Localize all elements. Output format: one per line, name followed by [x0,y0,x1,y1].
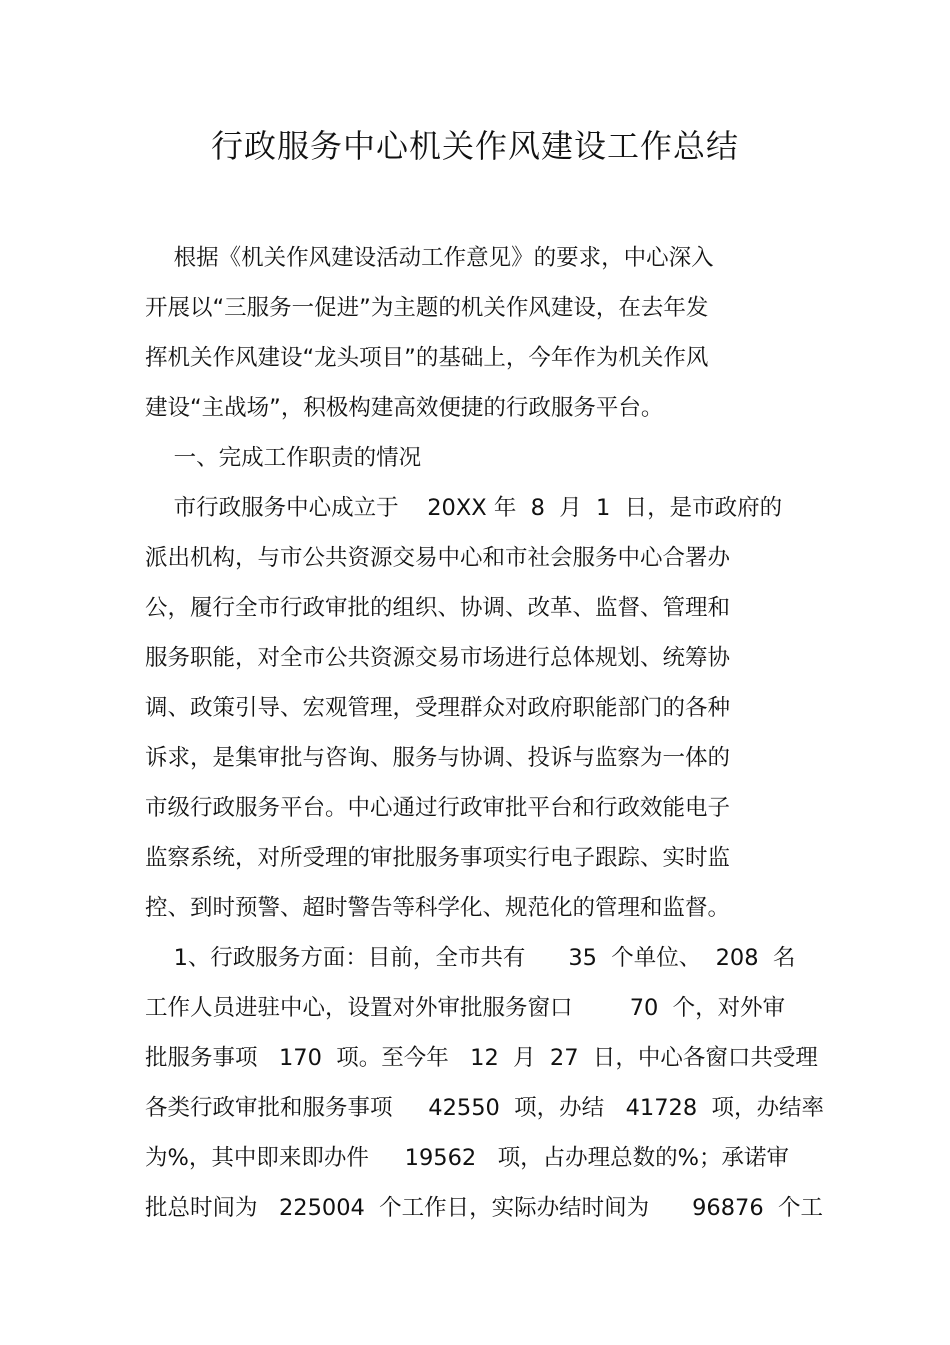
text-line-4: 建设“主战场”，积极构建高效便捷的行政服务平台。 [145,395,664,421]
text-line-19: 为%，其中即来即办件 19562 项，占办理总数的%；承诺审 [145,1145,790,1171]
text-line-8: 公，履行全市行政审批的组织、协调、改革、监督、管理和 [145,595,731,621]
text-line-15: 1、行政服务方面：目前，全市共有 35 个单位、 208 名 [145,945,796,971]
text-line-3: 挥机关作风建设“龙头项目”的基础上，今年作为机关作风 [145,345,709,371]
text-line-12: 市级行政服务平台。中心通过行政审批平台和行政效能电子 [145,795,731,821]
text-line-18: 各类行政审批和服务事项 42550 项，办结 41728 项，办结率 [145,1095,824,1121]
text-line-17: 批服务事项 170 项。至今年 12 月 27 日，中心各窗口共受理 [145,1045,818,1071]
text-line-9: 服务职能，对全市公共资源交易市场进行总体规划、统筹协 [145,645,731,671]
section-heading: 一、完成工作职责的情况 [145,445,422,471]
text-line-20: 批总时间为 225004 个工作日，实际办结时间为 96876 个工 [145,1195,823,1221]
text-line-10: 调、政策引导、宏观管理，受理群众对政府职能部门的各种 [145,695,731,721]
text-line-13: 监察系统，对所受理的审批服务事项实行电子跟踪、实时监 [145,845,731,871]
text-line-1: 根据《机关作风建设活动工作意见》的要求，中心深入 [145,245,714,271]
text-line-6: 市行政服务中心成立于 20XX 年 8 月 1 日，是市政府的 [145,495,783,521]
document-title: 行政服务中心机关作风建设工作总结 [210,127,739,165]
text-line-2: 开展以“三服务一促进”为主题的机关作风建设，在去年发 [145,295,709,321]
text-line-7: 派出机构，与市公共资源交易中心和市社会服务中心合署办 [145,545,731,571]
text-line-14: 控、到时预警、超时警告等科学化、规范化的管理和监督。 [145,895,731,921]
text-line-16: 工作人员进驻中心，设置对外审批服务窗口 70 个，对外审 [145,995,786,1021]
text-line-11: 诉求，是集审批与咨询、服务与协调、投诉与监察为一体的 [145,745,731,771]
